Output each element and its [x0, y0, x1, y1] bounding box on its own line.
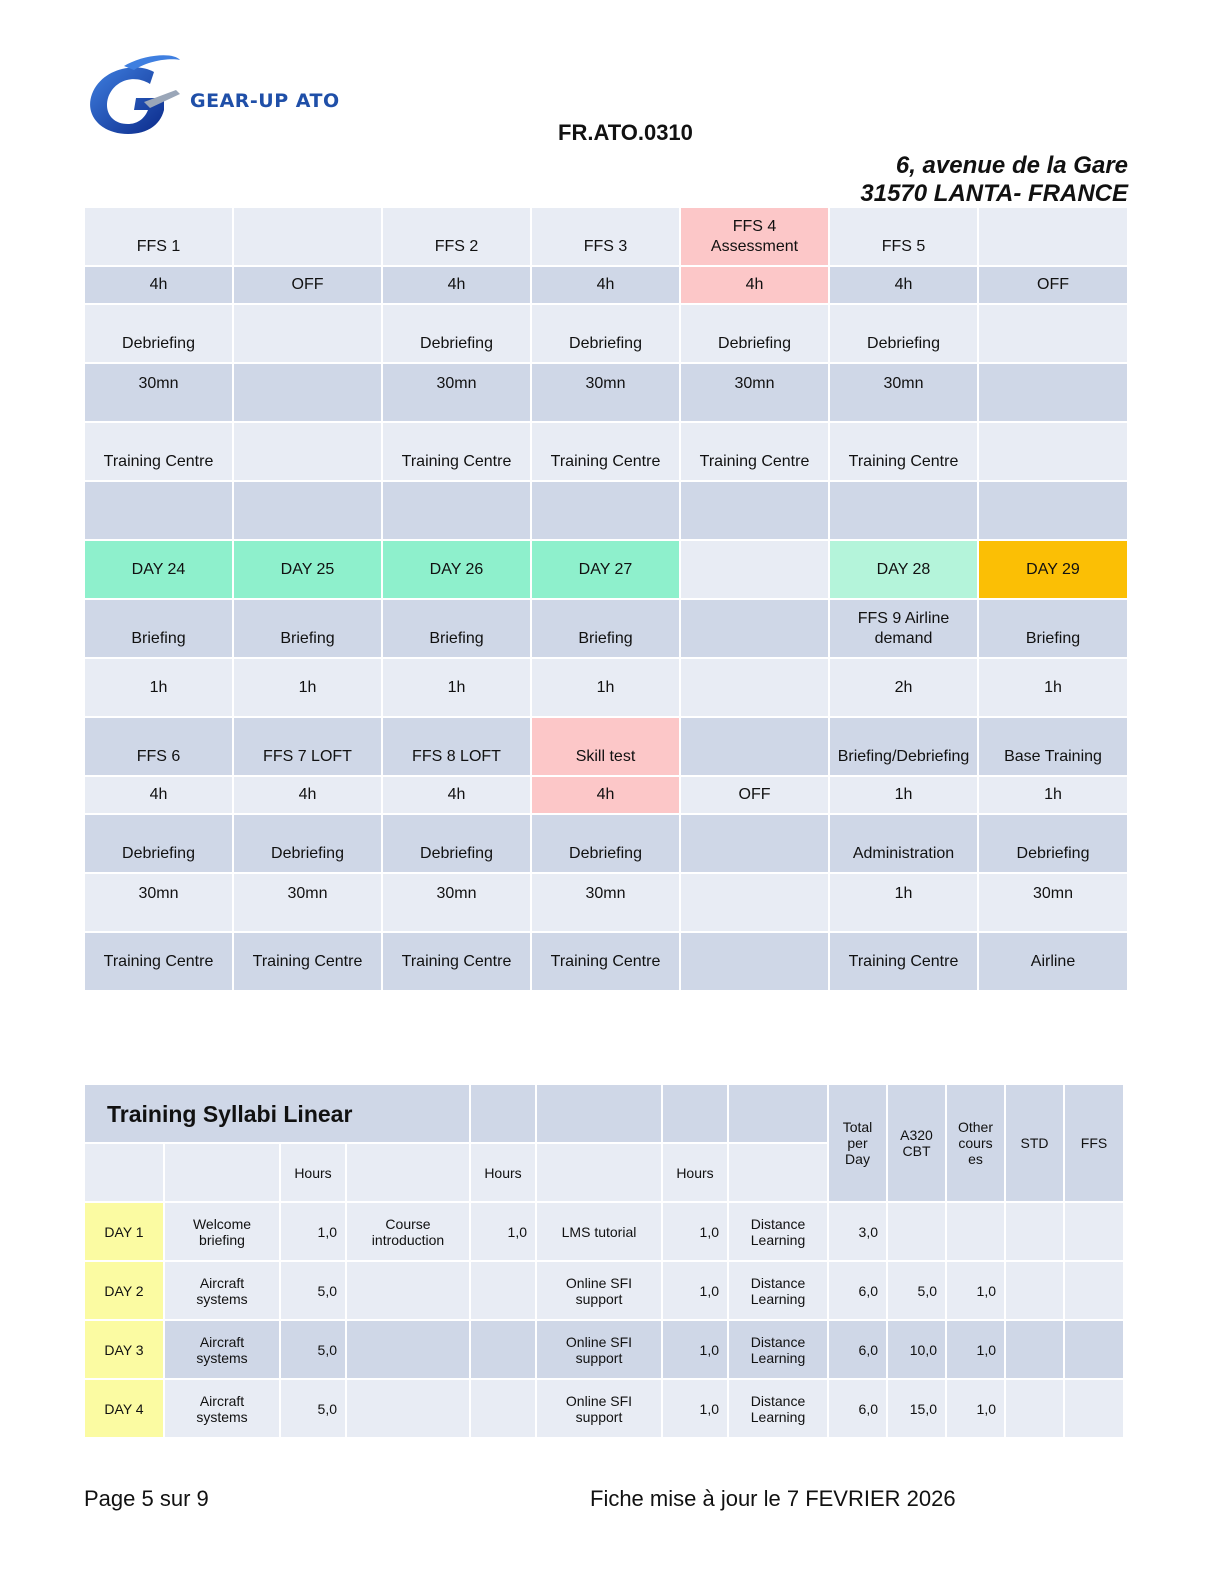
syllabus-cell-hours-2 [471, 1380, 535, 1437]
schedule-cell-debrief [979, 305, 1127, 362]
schedule-cell-debrief [234, 305, 381, 362]
syllabus-cell-hours-3: 1,0 [663, 1262, 727, 1319]
header-hours-1: Hours [281, 1144, 345, 1201]
schedule-cell-debrief-duration: 30mn [532, 364, 679, 421]
syllabus-cell-std [1006, 1321, 1063, 1378]
syllabus-cell-ffs [1065, 1262, 1123, 1319]
schedule-cell-session: Base Training [979, 718, 1127, 775]
schedule-cell-location: Training Centre [383, 933, 530, 990]
header-std-label: STD [1020, 1135, 1049, 1151]
schedule-cell-location: Training Centre [85, 423, 232, 480]
schedule-cell-day [681, 541, 828, 598]
syllabus-cell-std [1006, 1262, 1063, 1319]
syllabus-cell-a320-cbt: 5,0 [888, 1262, 945, 1319]
syllabus-cell-hours-1: 1,0 [281, 1203, 345, 1260]
syllabus-cell-total-per-day: 6,0 [829, 1321, 886, 1378]
schedule-cell-location: Airline [979, 933, 1127, 990]
schedule-cell-session [234, 208, 381, 265]
syllabus-cell-subject-3: Online SFI support [537, 1321, 661, 1378]
header-cell [347, 1144, 469, 1201]
header-ffs [1065, 1085, 1123, 1201]
schedule-cell-duration: 4h [532, 777, 679, 813]
schedule-cell-location: Training Centre [532, 933, 679, 990]
schedule-cell-duration: OFF [234, 267, 381, 303]
schedule-cell-briefing-duration: 1h [234, 659, 381, 716]
schedule-cell-spacer [830, 482, 977, 539]
syllabus-cell-day: DAY 1 [85, 1203, 163, 1260]
table-row [85, 1203, 1123, 1260]
schedule-cell-day: DAY 24 [85, 541, 232, 598]
table-row [85, 1380, 1123, 1437]
syllabus-body [85, 1203, 1123, 1437]
syllabus-cell-subject-3: LMS tutorial [537, 1203, 661, 1260]
syllabus-cell-ffs [1065, 1321, 1123, 1378]
schedule-cell-briefing-duration: 1h [979, 659, 1127, 716]
header-cell [729, 1085, 827, 1142]
schedule-cell-session: FFS 7 LOFT [234, 718, 381, 775]
syllabus-cell-ffs [1065, 1203, 1123, 1260]
schedule-cell-debrief-duration: 30mn [383, 364, 530, 421]
logo-text: GEAR-UP ATO [190, 90, 340, 112]
schedule-cell-briefing-duration: 1h [383, 659, 530, 716]
schedule-cell-spacer [681, 482, 828, 539]
syllabus-cell-subject-1: Aircraft systems [165, 1321, 279, 1378]
syllabus-cell-hours-1: 5,0 [281, 1262, 345, 1319]
schedule-cell-session [681, 718, 828, 775]
header-a320-cbt [888, 1085, 945, 1201]
schedule-cell-debrief-duration: 30mn [383, 874, 530, 931]
schedule-cell-debrief-duration: 1h [830, 874, 977, 931]
schedule-cell-debrief: Debriefing [979, 815, 1127, 872]
header-cell [663, 1085, 727, 1142]
syllabus-cell-other-courses: 1,0 [947, 1321, 1004, 1378]
schedule-cell-briefing: Briefing [85, 600, 232, 657]
schedule-cell-duration: 4h [532, 267, 679, 303]
schedule-cell-location: Training Centre [85, 933, 232, 990]
schedule-cell-debrief-duration: 30mn [85, 874, 232, 931]
syllabus-cell-mode: Distance Learning [729, 1321, 827, 1378]
syllabus-cell-subject-2 [347, 1321, 469, 1378]
schedule-cell-duration: 4h [383, 777, 530, 813]
syllabus-cell-mode: Distance Learning [729, 1262, 827, 1319]
header-a320-cbt-label: A320 CBT [900, 1127, 933, 1159]
page-number: Page 5 sur 9 [84, 1486, 209, 1511]
address [860, 152, 1128, 208]
header-cell [165, 1144, 279, 1201]
syllabus-cell-day: DAY 2 [85, 1262, 163, 1319]
schedule-cell-debrief-duration: 30mn [85, 364, 232, 421]
schedule-cell-day: DAY 25 [234, 541, 381, 598]
header-ffs-label: FFS [1080, 1135, 1108, 1151]
schedule-cell-debrief-duration: 30mn [681, 364, 828, 421]
schedule-cell-debrief: Debriefing [85, 815, 232, 872]
syllabus-cell-a320-cbt: 15,0 [888, 1380, 945, 1437]
schedule-cell-day: DAY 28 [830, 541, 977, 598]
schedule-cell-location: Training Centre [830, 933, 977, 990]
header-cell [471, 1085, 535, 1142]
schedule-cell-session: FFS 5 [830, 208, 977, 265]
syllabus-cell-other-courses: 1,0 [947, 1380, 1004, 1437]
header-hours-3: Hours [663, 1144, 727, 1201]
schedule-cell-location: Training Centre [681, 423, 828, 480]
schedule-cell-debrief-duration: 30mn [234, 874, 381, 931]
syllabus-title: Training Syllabi Linear [85, 1085, 469, 1142]
schedule-cell-spacer [383, 482, 530, 539]
schedule-cell-debrief: Debriefing [830, 305, 977, 362]
syllabus-cell-std [1006, 1380, 1063, 1437]
schedule-cell-duration: 4h [830, 267, 977, 303]
syllabus-cell-day: DAY 3 [85, 1321, 163, 1378]
schedule-cell-session: FFS 4 Assessment [681, 208, 828, 265]
schedule-cell-spacer [532, 482, 679, 539]
schedule-cell-duration: 4h [85, 777, 232, 813]
schedule-cell-briefing: FFS 9 Airline demand [830, 600, 977, 657]
schedule-cell-duration: 1h [830, 777, 977, 813]
syllabus-cell-subject-2: Course introduction [347, 1203, 469, 1260]
syllabus-cell-a320-cbt: 10,0 [888, 1321, 945, 1378]
syllabus-cell-other-courses: 1,0 [947, 1262, 1004, 1319]
schedule-cell-briefing: Briefing [979, 600, 1127, 657]
syllabus-cell-hours-1: 5,0 [281, 1321, 345, 1378]
schedule-grid [85, 208, 1127, 990]
schedule-cell-session: Briefing/Debriefing [830, 718, 977, 775]
syllabus-cell-other-courses [947, 1203, 1004, 1260]
syllabus-cell-total-per-day: 6,0 [829, 1262, 886, 1319]
schedule-cell-debrief: Debriefing [383, 305, 530, 362]
syllabus-table [83, 1083, 1125, 1439]
header-other-courses [947, 1085, 1004, 1201]
syllabus-cell-subject-2 [347, 1380, 469, 1437]
schedule-cell-day: DAY 27 [532, 541, 679, 598]
syllabus-cell-hours-2: 1,0 [471, 1203, 535, 1260]
syllabus-cell-hours-3: 1,0 [663, 1203, 727, 1260]
schedule-cell-location [681, 933, 828, 990]
schedule-cell-duration: 4h [85, 267, 232, 303]
schedule-cell-duration: 4h [383, 267, 530, 303]
schedule-cell-debrief [681, 815, 828, 872]
syllabus-cell-day: DAY 4 [85, 1380, 163, 1437]
schedule-cell-spacer [234, 482, 381, 539]
syllabus-cell-subject-3: Online SFI support [537, 1262, 661, 1319]
schedule-cell-debrief: Debriefing [532, 815, 679, 872]
header-hours-2: Hours [471, 1144, 535, 1201]
schedule-cell-briefing: Briefing [532, 600, 679, 657]
header-total-per-day-label: Total per Day [842, 1119, 873, 1167]
syllabus-cell-mode: Distance Learning [729, 1380, 827, 1437]
table-row [85, 1262, 1123, 1319]
schedule-cell-debrief: Debriefing [383, 815, 530, 872]
schedule-cell-duration: OFF [979, 267, 1127, 303]
schedule-cell-duration: 4h [681, 267, 828, 303]
syllabus-cell-total-per-day: 6,0 [829, 1380, 886, 1437]
schedule-cell-debrief: Debriefing [85, 305, 232, 362]
syllabus-cell-subject-3: Online SFI support [537, 1380, 661, 1437]
update-date: Fiche mise à jour le 7 FEVRIER 2026 [590, 1486, 956, 1511]
schedule-cell-duration: 4h [234, 777, 381, 813]
schedule-cell-session: FFS 2 [383, 208, 530, 265]
schedule-cell-location [234, 423, 381, 480]
schedule-cell-spacer [979, 482, 1127, 539]
schedule-cell-location: Training Centre [234, 933, 381, 990]
schedule-cell-debrief-duration: 30mn [532, 874, 679, 931]
schedule-cell-session: FFS 8 LOFT [383, 718, 530, 775]
schedule-cell-location: Training Centre [532, 423, 679, 480]
schedule-cell-debrief: Debriefing [234, 815, 381, 872]
schedule-cell-briefing-duration [681, 659, 828, 716]
schedule-cell-location [979, 423, 1127, 480]
header-cell [85, 1144, 163, 1201]
document-code: FR.ATO.0310 [558, 120, 693, 145]
schedule-cell-debrief: Administration [830, 815, 977, 872]
schedule-cell-session: Skill test [532, 718, 679, 775]
schedule-cell-debrief-duration [681, 874, 828, 931]
header-std [1006, 1085, 1063, 1201]
schedule-cell-briefing-duration: 2h [830, 659, 977, 716]
schedule-cell-location: Training Centre [830, 423, 977, 480]
schedule-cell-debrief-duration: 30mn [830, 364, 977, 421]
header-total-per-day [829, 1085, 886, 1201]
address-line-2: 31570 LANTA- FRANCE [860, 180, 1128, 207]
header-cell [537, 1085, 661, 1142]
schedule-cell-briefing-duration: 1h [85, 659, 232, 716]
syllabus-cell-hours-3: 1,0 [663, 1321, 727, 1378]
syllabus-cell-a320-cbt [888, 1203, 945, 1260]
schedule-cell-debrief: Debriefing [532, 305, 679, 362]
syllabus-cell-subject-2 [347, 1262, 469, 1319]
schedule-cell-briefing-duration: 1h [532, 659, 679, 716]
syllabus-cell-hours-2 [471, 1321, 535, 1378]
schedule-cell-debrief-duration [979, 364, 1127, 421]
schedule-cell-location: Training Centre [383, 423, 530, 480]
header-cell [729, 1144, 827, 1201]
schedule-cell-spacer [85, 482, 232, 539]
syllabus-cell-hours-2 [471, 1262, 535, 1319]
syllabus-cell-subject-1: Aircraft systems [165, 1262, 279, 1319]
schedule-cell-debrief-duration: 30mn [979, 874, 1127, 931]
syllabus-cell-hours-1: 5,0 [281, 1380, 345, 1437]
schedule-cell-duration: 1h [979, 777, 1127, 813]
syllabus-cell-subject-1: Welcome briefing [165, 1203, 279, 1260]
schedule-cell-briefing [681, 600, 828, 657]
schedule-cell-duration: OFF [681, 777, 828, 813]
schedule-cell-debrief: Debriefing [681, 305, 828, 362]
schedule-cell-day: DAY 26 [383, 541, 530, 598]
schedule-cell-session: FFS 1 [85, 208, 232, 265]
header-other-courses-label: Other cours es [957, 1119, 993, 1167]
schedule-cell-session [979, 208, 1127, 265]
schedule-cell-session: FFS 6 [85, 718, 232, 775]
address-line-1: 6, avenue de la Gare [895, 152, 1128, 179]
syllabus-cell-ffs [1065, 1380, 1123, 1437]
header-cell [537, 1144, 661, 1201]
schedule-cell-session: FFS 3 [532, 208, 679, 265]
schedule-cell-briefing: Briefing [383, 600, 530, 657]
schedule-cell-debrief-duration [234, 364, 381, 421]
syllabus-cell-hours-3: 1,0 [663, 1380, 727, 1437]
syllabus-cell-total-per-day: 3,0 [829, 1203, 886, 1260]
syllabus-cell-subject-1: Aircraft systems [165, 1380, 279, 1437]
syllabus-cell-mode: Distance Learning [729, 1203, 827, 1260]
table-row [85, 1321, 1123, 1378]
schedule-cell-day: DAY 29 [979, 541, 1127, 598]
syllabus-cell-std [1006, 1203, 1063, 1260]
schedule-cell-briefing: Briefing [234, 600, 381, 657]
